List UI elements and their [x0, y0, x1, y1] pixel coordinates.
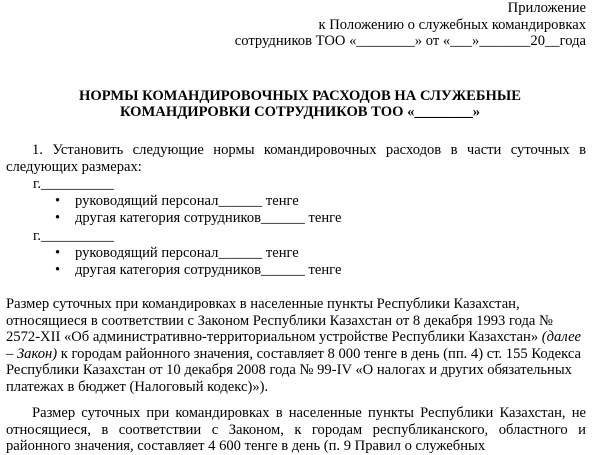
list-item	[55, 210, 341, 227]
title-line-2: КОМАНДИРОВКИ СОТРУДНИКОВ ТОО «________»	[119, 104, 481, 120]
city-field-1: г.__________	[33, 176, 114, 192]
appendix-company-date: сотрудников ТОО «________» от «___»_______20__года	[234, 33, 586, 49]
paragraph-1-text-b: к городам районного значения, составляет 8 000 тенге в день (пп. 4) ст. 155 Кодекса Республики Казахстан от 10 декабря 2008 года № 99-IV «О налогах и других обязательных платежах в бюджет (Налоговый кодекс)»).	[6, 345, 581, 395]
paragraph-1-text-a: Размер суточных при командировках в населенные пункты Республики Казахстан, относящиеся в соответствии с Законом Республики Казахстан от 8 декабря 1993 года № 2572-XII «Об административно-территориальном устройстве Республики Казахстан»	[6, 296, 553, 345]
list-item	[55, 193, 299, 210]
list-item	[55, 262, 341, 279]
list-item	[55, 245, 299, 262]
paragraph-daily-allowance-other: Размер суточных при командировках в населенные пункты Республики Казахстан, не относящиеся, в соответствии с Законом, к городам республиканского, областного и районного значения, составляет 4 600 тенге в день (п. 9 Правил о служебных	[6, 405, 586, 454]
list-item-text: другая категория сотрудников______ тенге	[75, 210, 342, 226]
bullet-icon: •	[55, 193, 61, 209]
clause-1: 1. Установить следующие нормы командировочных расходов в части суточных в следующих размерах:	[6, 142, 586, 175]
bullet-icon: •	[55, 245, 61, 261]
list-item-text: руководящий персонал______ тенге	[75, 245, 299, 261]
bullet-icon: •	[55, 262, 61, 278]
paragraph-1-italic: (далее – Закон)	[6, 329, 582, 362]
city-field-2: г.__________	[33, 228, 114, 244]
document-title	[0, 88, 600, 120]
title-line-1: НОРМЫ КОМАНДИРОВОЧНЫХ РАСХОДОВ НА СЛУЖЕБНЫЕ	[79, 88, 521, 104]
list-item-text: другая категория сотрудников______ тенге	[75, 262, 342, 278]
paragraph-daily-allowance-district	[6, 296, 586, 395]
bullet-icon: •	[55, 210, 61, 226]
list-item-text: руководящий персонал______ тенге	[75, 193, 299, 209]
appendix-header	[235, 0, 586, 50]
appendix-reference: к Положению о служебных командировках	[318, 16, 586, 33]
appendix-title: Приложение	[507, 0, 586, 16]
